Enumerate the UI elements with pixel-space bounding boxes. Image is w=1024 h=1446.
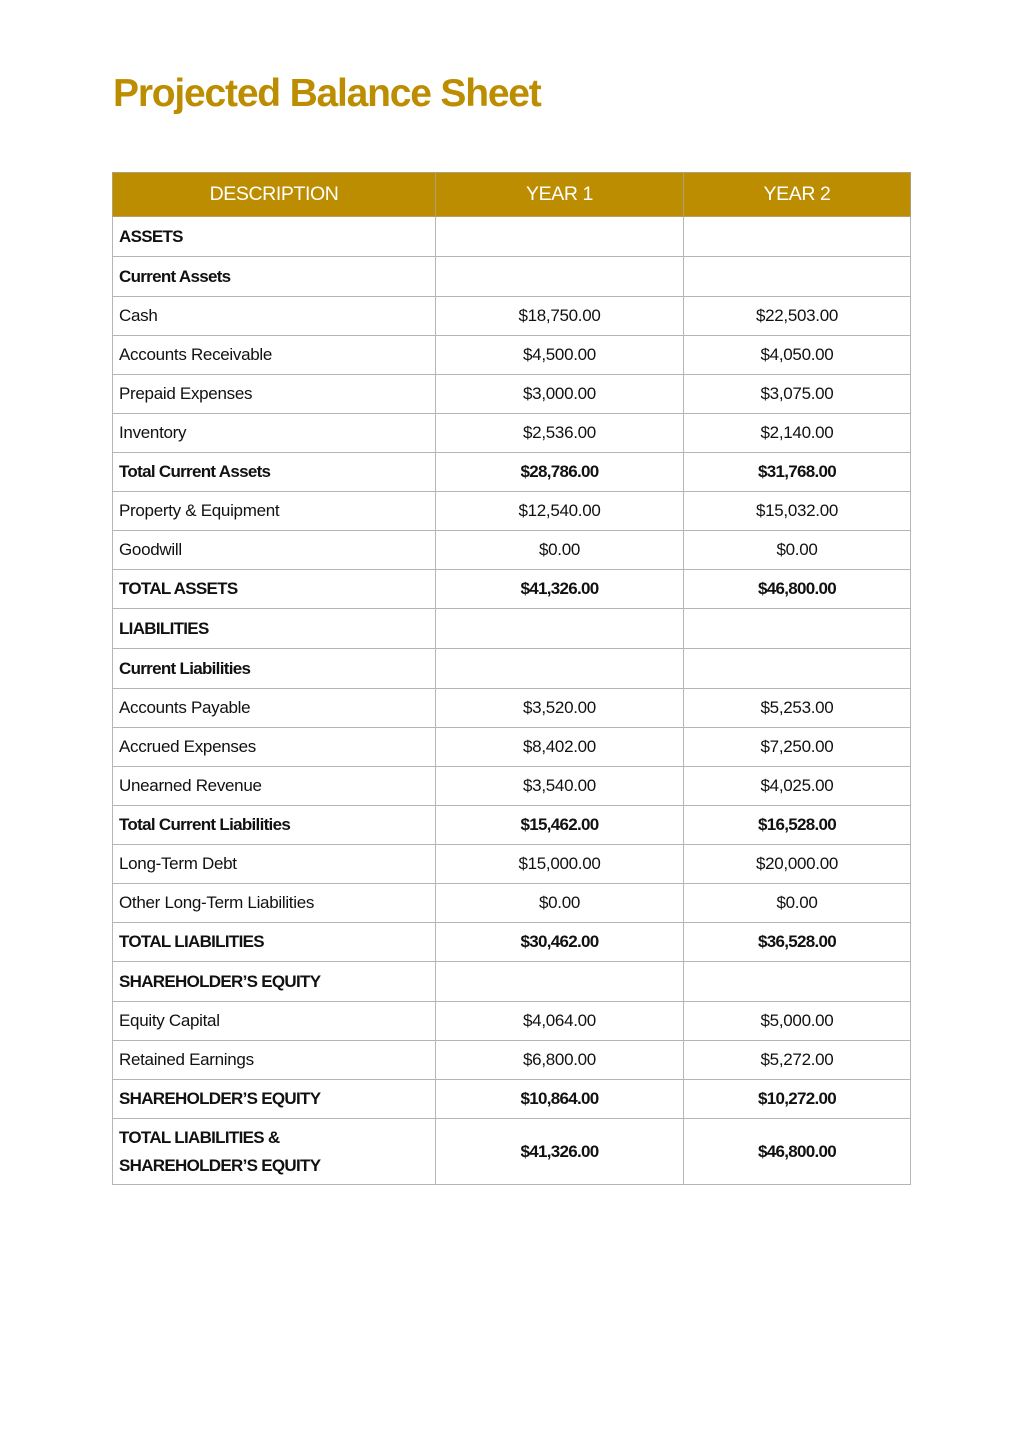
year-1-value: $3,520.00 — [436, 689, 684, 728]
section-row-current-assets — [113, 257, 911, 297]
row-label: ASSETS — [113, 217, 436, 257]
total-row-current-liabilities — [113, 806, 911, 845]
row-label: Equity Capital — [113, 1002, 436, 1041]
total-row-liabilities — [113, 923, 911, 962]
balance-sheet-table — [112, 172, 911, 1185]
total-row-assets — [113, 570, 911, 609]
year-2-value: $46,800.00 — [684, 570, 911, 609]
total-row-liabilities-and-equity — [113, 1119, 911, 1185]
year-2-value: $46,800.00 — [684, 1119, 911, 1185]
row-label: Cash — [113, 297, 436, 336]
year-2-value: $10,272.00 — [684, 1080, 911, 1119]
row-label: Retained Earnings — [113, 1041, 436, 1080]
year-1-value: $10,864.00 — [436, 1080, 684, 1119]
year-2-value: $31,768.00 — [684, 453, 911, 492]
row-label: Current Liabilities — [113, 649, 436, 689]
row-label-line-2: SHAREHOLDER’S EQUITY — [119, 1155, 321, 1175]
year-1-value: $41,326.00 — [436, 1119, 684, 1185]
row-label: LIABILITIES — [113, 609, 436, 649]
row-label: Unearned Revenue — [113, 767, 436, 806]
row-label: SHAREHOLDER’S EQUITY — [113, 1080, 436, 1119]
page-title: Projected Balance Sheet — [113, 72, 541, 115]
year-1-value: $4,500.00 — [436, 336, 684, 375]
year-2-value: $36,528.00 — [684, 923, 911, 962]
row-label: Accounts Payable — [113, 689, 436, 728]
year-1-value: $0.00 — [436, 531, 684, 570]
year-2-value: $7,250.00 — [684, 728, 911, 767]
row-label: TOTAL LIABILITIES — [113, 923, 436, 962]
year-2-value: $0.00 — [684, 884, 911, 923]
table-row-retained-earnings — [113, 1041, 911, 1080]
year-2-value: $3,075.00 — [684, 375, 911, 414]
year-1-value: $8,402.00 — [436, 728, 684, 767]
section-row-current-liabilities — [113, 649, 911, 689]
year-1-value — [436, 217, 684, 257]
row-label: TOTAL ASSETS — [113, 570, 436, 609]
year-2-value: $20,000.00 — [684, 845, 911, 884]
row-label: Property & Equipment — [113, 492, 436, 531]
year-2-value — [684, 217, 911, 257]
year-1-value: $2,536.00 — [436, 414, 684, 453]
year-1-value: $0.00 — [436, 884, 684, 923]
year-1-value: $3,540.00 — [436, 767, 684, 806]
total-row-current-assets — [113, 453, 911, 492]
row-label: Total Current Assets — [113, 453, 436, 492]
row-label: Goodwill — [113, 531, 436, 570]
year-1-value: $15,000.00 — [436, 845, 684, 884]
year-2-value — [684, 609, 911, 649]
table-row-equity-capital — [113, 1002, 911, 1041]
year-1-value: $4,064.00 — [436, 1002, 684, 1041]
year-2-value: $2,140.00 — [684, 414, 911, 453]
year-2-value: $5,253.00 — [684, 689, 911, 728]
table-row-unearned-revenue — [113, 767, 911, 806]
year-2-value: $15,032.00 — [684, 492, 911, 531]
row-label: Accounts Receivable — [113, 336, 436, 375]
total-row-shareholders-equity — [113, 1080, 911, 1119]
year-2-value: $0.00 — [684, 531, 911, 570]
year-1-value — [436, 649, 684, 689]
year-1-value: $28,786.00 — [436, 453, 684, 492]
year-2-value — [684, 257, 911, 297]
table-row-inventory — [113, 414, 911, 453]
table-row-long-term-debt — [113, 845, 911, 884]
column-header-description: DESCRIPTION — [113, 173, 436, 217]
year-1-value — [436, 962, 684, 1002]
row-label — [113, 1119, 436, 1185]
year-2-value — [684, 649, 911, 689]
year-2-value: $5,000.00 — [684, 1002, 911, 1041]
year-1-value: $18,750.00 — [436, 297, 684, 336]
table-row-other-long-term-liabilities — [113, 884, 911, 923]
row-label: SHAREHOLDER’S EQUITY — [113, 962, 436, 1002]
row-label: Other Long-Term Liabilities — [113, 884, 436, 923]
section-row-shareholders-equity — [113, 962, 911, 1002]
section-row-liabilities — [113, 609, 911, 649]
row-label-line-1: TOTAL LIABILITIES & — [119, 1127, 280, 1147]
year-1-value: $12,540.00 — [436, 492, 684, 531]
year-2-value: $16,528.00 — [684, 806, 911, 845]
table-row-property-equipment — [113, 492, 911, 531]
year-2-value: $22,503.00 — [684, 297, 911, 336]
table-header-row — [113, 173, 911, 217]
row-label: Prepaid Expenses — [113, 375, 436, 414]
year-1-value: $41,326.00 — [436, 570, 684, 609]
year-2-value: $4,025.00 — [684, 767, 911, 806]
year-1-value: $15,462.00 — [436, 806, 684, 845]
table-row-prepaid-expenses — [113, 375, 911, 414]
section-row-assets — [113, 217, 911, 257]
table-row-accounts-payable — [113, 689, 911, 728]
year-1-value — [436, 609, 684, 649]
year-1-value: $3,000.00 — [436, 375, 684, 414]
column-header-year-2: YEAR 2 — [684, 173, 911, 217]
column-header-year-1: YEAR 1 — [436, 173, 684, 217]
year-2-value: $5,272.00 — [684, 1041, 911, 1080]
year-1-value: $6,800.00 — [436, 1041, 684, 1080]
table-row-accounts-receivable — [113, 336, 911, 375]
year-1-value — [436, 257, 684, 297]
table-row-cash — [113, 297, 911, 336]
year-2-value — [684, 962, 911, 1002]
year-2-value: $4,050.00 — [684, 336, 911, 375]
table-row-goodwill — [113, 531, 911, 570]
year-1-value: $30,462.00 — [436, 923, 684, 962]
row-label: Current Assets — [113, 257, 436, 297]
row-label: Long-Term Debt — [113, 845, 436, 884]
table-row-accrued-expenses — [113, 728, 911, 767]
row-label: Total Current Liabilities — [113, 806, 436, 845]
row-label: Inventory — [113, 414, 436, 453]
row-label: Accrued Expenses — [113, 728, 436, 767]
